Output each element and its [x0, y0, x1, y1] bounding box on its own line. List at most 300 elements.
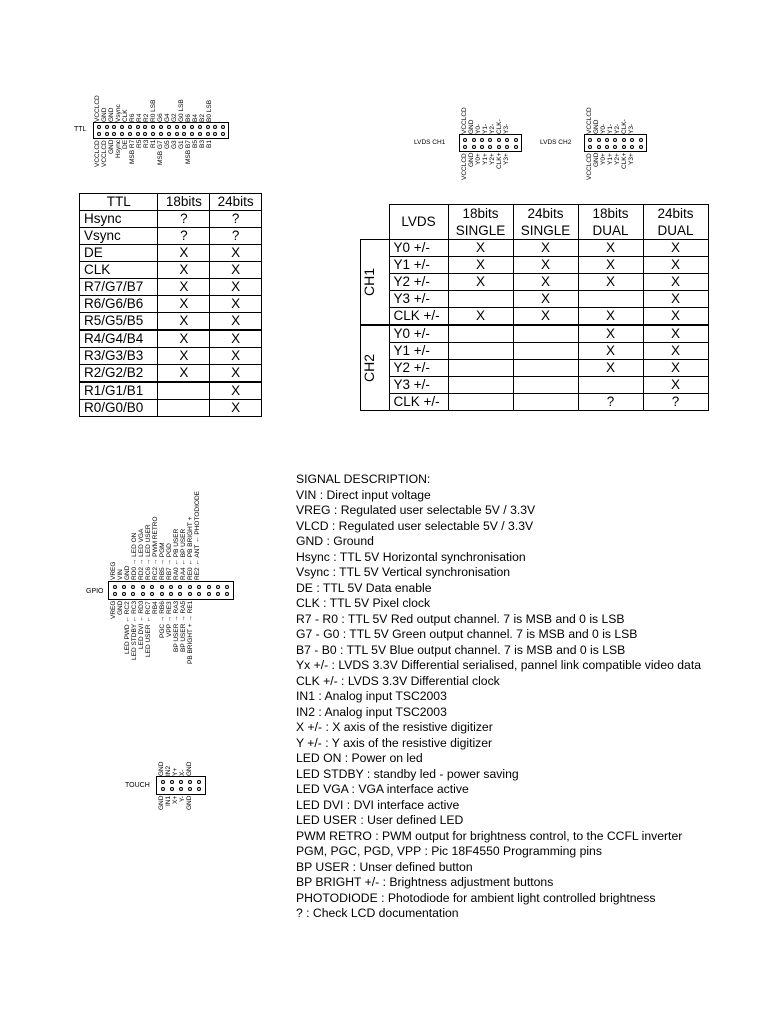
table-cell [448, 325, 513, 343]
table-cell: X [643, 240, 708, 257]
pin-label: RD0 → LED ON [131, 532, 138, 580]
pin-label: CLK [122, 109, 129, 122]
pin [122, 585, 126, 589]
pin-label: RE2 ← ANT ← PHOTODIODE [194, 491, 201, 580]
pin-label: VCCLCD [94, 140, 101, 167]
table-cell: Y0 +/- [389, 240, 448, 257]
table-cell [513, 377, 578, 394]
pin [622, 138, 626, 142]
table-cell: X [643, 377, 708, 394]
ttl-connector-label: TTL [74, 126, 87, 133]
table-cell [448, 343, 513, 360]
pin [120, 132, 124, 136]
table-cell: X [448, 240, 513, 257]
pin-label: MSB B7 [185, 140, 192, 164]
table-cell: R3/G3/B3 [80, 348, 158, 365]
pin [497, 145, 501, 149]
pin-label: R2 [143, 113, 150, 122]
table-cell: X [158, 262, 210, 279]
pin [143, 125, 147, 129]
gpio-connector-label: GPIO [86, 588, 104, 595]
pin [105, 125, 109, 129]
pin [170, 787, 174, 791]
table-cell: X [513, 257, 578, 274]
pin [514, 145, 518, 149]
pin [112, 132, 116, 136]
pin [188, 592, 192, 596]
pin [150, 592, 154, 596]
pin [141, 585, 145, 589]
pin-label: B5 [192, 140, 199, 148]
pin [207, 592, 211, 596]
pin-label: MSB R7 [129, 140, 136, 165]
header-line: SINGLE [455, 223, 506, 238]
pin-label: GND [108, 140, 115, 155]
pin [588, 138, 592, 142]
pin [188, 780, 192, 784]
pin [206, 125, 210, 129]
table-row [361, 308, 709, 326]
pin-label: GND [468, 119, 475, 134]
pin-label: DE [122, 140, 129, 150]
table-cell: X [158, 279, 210, 296]
table-header-row [361, 205, 709, 240]
table-cell: X [210, 365, 262, 383]
pin-label: RD2 → LED VGA [138, 528, 145, 580]
pin [514, 138, 518, 142]
pin [198, 132, 202, 136]
table-cell: X [643, 343, 708, 360]
pin-label: GND [158, 796, 165, 811]
table-cell: R4/G4/B4 [80, 330, 158, 348]
pin [197, 780, 201, 784]
pin-label: RB5 → PGM [159, 542, 166, 580]
lvds-ch2-connector-label: LVDS CH2 [540, 139, 572, 146]
ttl-top-pin-labels [94, 84, 213, 122]
table-header-row [80, 194, 262, 211]
table-cell: CLK +/- [389, 308, 448, 326]
table-row [361, 274, 709, 291]
pin [216, 585, 220, 589]
pin-label [194, 601, 201, 685]
pin [120, 125, 124, 129]
table-cell: ? [643, 394, 708, 411]
signal-description-line: Vsync : TTL 5V Vertical synchronisation [296, 565, 511, 579]
table-cell: X [210, 348, 262, 365]
header-line: 24bits [527, 206, 564, 221]
table-cell: X [578, 257, 643, 274]
pin-label: VCCLCD [461, 107, 468, 134]
table-cell: X [513, 308, 578, 326]
pin [151, 132, 155, 136]
table-cell: R1/G1/B1 [80, 382, 158, 400]
table-cell: X [158, 245, 210, 262]
pin [122, 592, 126, 596]
pin-label: GND [101, 107, 108, 122]
pin [463, 145, 467, 149]
channel-group-label: CH1 [361, 267, 377, 296]
table-cell: X [210, 262, 262, 279]
signal-description-line: X +/- : X axis of the resistive digitizer [296, 720, 493, 734]
signal-description-line: LED VGA : VGA interface active [296, 782, 469, 796]
pin [105, 132, 109, 136]
signal-description-line: Y +/- : Y axis of the resistive digitizer [296, 735, 493, 750]
pin-label: IN2 [165, 765, 172, 776]
pin-label: Vsync [115, 104, 122, 122]
touch-bottom-pin-labels [158, 796, 193, 822]
signal-description-line: LED STDBY : standby led - power saving [296, 766, 519, 781]
pin-label: R6 [129, 113, 136, 122]
pin-label: Y2- [614, 123, 621, 134]
pin-label: X- [179, 769, 186, 776]
table-row [361, 343, 709, 360]
signal-description-line: LED USER : User defined LED [296, 813, 464, 827]
pin [613, 138, 617, 142]
lvds-ch2-top-pin-labels [586, 98, 635, 134]
pin-label: R3 [143, 140, 150, 149]
pin-label: GND [186, 796, 193, 811]
signal-description-line: PHOTODIODE : Photodiode for ambient light controlled brightness [296, 890, 656, 905]
pin [179, 780, 183, 784]
table-cell: X [578, 274, 643, 291]
pin-label: GND [186, 761, 193, 776]
pin-label: GND [593, 119, 600, 134]
pin [605, 138, 609, 142]
table-cell: Y1 +/- [389, 257, 448, 274]
pin-label: Y2- [489, 123, 496, 134]
header-cell [513, 205, 578, 240]
table-cell [513, 360, 578, 377]
table-cell: ? [210, 228, 262, 245]
pin [112, 125, 116, 129]
lvds-ch2-bottom-pin-labels [586, 153, 635, 191]
header-line: DUAL [657, 223, 694, 238]
pin-label: R5 [136, 140, 143, 149]
signal-description-line: PWM RETRO : PWM output for brightness control, to the CCFL inverter [296, 828, 683, 843]
pin-label: R0 LSB [150, 99, 157, 122]
table-cell: X [578, 360, 643, 377]
signal-description-line: VLCD : Regulated user selectable 5V / 3.3V [296, 518, 534, 533]
pin [136, 125, 140, 129]
table-cell: Hsync [80, 211, 158, 228]
pin [480, 145, 484, 149]
touch-top-pin-labels [158, 752, 193, 776]
table-cell: R0/G0/B0 [80, 400, 158, 417]
signal-description-line: GND : Ground [296, 534, 374, 548]
header-cell: 18bits [158, 194, 210, 211]
pin-label: G1 [178, 140, 185, 149]
pin-label: VREG [110, 601, 117, 620]
pin [150, 585, 154, 589]
gpio-pin-header [108, 581, 234, 600]
signal-description-line: ? : Check LCD documentation [296, 906, 459, 920]
signal-description-line: VREG : Regulated user selectable 5V / 3.3V [296, 503, 536, 517]
pin-label: PB BRIGHT + → RE1 [187, 601, 194, 665]
touch-connector-label: TOUCH [125, 782, 150, 789]
ttl-bottom-pin-labels [94, 140, 213, 180]
table-row [80, 330, 262, 348]
table-cell: DE [80, 245, 158, 262]
table-row [80, 211, 262, 228]
pin [472, 145, 476, 149]
table-cell: X [158, 330, 210, 348]
pin [169, 592, 173, 596]
pin-label: PGC → RB6 [159, 601, 166, 638]
pin [143, 132, 147, 136]
table-row [80, 228, 262, 245]
header-cell [448, 205, 513, 240]
table-cell: X [578, 240, 643, 257]
signal-description-line: CLK +/- : LVDS 3.3V Differential clock [296, 673, 500, 688]
pin-label: R4 [136, 113, 143, 122]
pin-label: Y0+ [475, 153, 482, 165]
table-cell: X [643, 308, 708, 326]
table-row [80, 365, 262, 383]
ttl-pin-header [93, 122, 229, 139]
table-cell: X [643, 360, 708, 377]
pin [221, 132, 225, 136]
table-row [80, 313, 262, 331]
table-cell: X [578, 343, 643, 360]
table-row [361, 360, 709, 377]
pin-label: Y+ [172, 767, 179, 776]
pin-label: GND [108, 107, 115, 122]
pin [113, 592, 117, 596]
pin [167, 132, 171, 136]
pin-label: G3 [171, 140, 178, 149]
signal-description-line: IN2 : Analog input TSC2003 [296, 704, 447, 719]
pin-label: VCCLCD [461, 153, 468, 180]
table-cell: Y0 +/- [389, 325, 448, 343]
pin-label: RC6 → LED USER [145, 524, 152, 580]
pin-label: Y3- [628, 123, 635, 134]
pin [216, 592, 220, 596]
table-cell: X [448, 274, 513, 291]
pin [213, 125, 217, 129]
pin-label: VPP → RE3 [166, 601, 173, 637]
pin [190, 125, 194, 129]
gpio-bottom-pin-labels [110, 601, 201, 685]
pin [639, 138, 643, 142]
lvds-ch1-top-pin-labels [461, 98, 510, 134]
pin [622, 145, 626, 149]
pin [221, 125, 225, 129]
pin-label: GND [593, 153, 600, 168]
pin-label: LED DVI ← RD3 [138, 601, 145, 650]
pin [97, 132, 101, 136]
signal-description-line: LED ON : Power on led [296, 751, 423, 765]
pin [188, 585, 192, 589]
pin-label: BP USER → RA3 [173, 601, 180, 653]
blank-cell [361, 205, 390, 240]
pin-label: MSB G7 [157, 140, 164, 165]
signal-description-line: BP USER : Unser defined button [296, 859, 473, 874]
table-cell [448, 377, 513, 394]
table-cell: X [643, 291, 708, 308]
pin-label: GND [124, 565, 131, 580]
pin [207, 585, 211, 589]
pin [597, 145, 601, 149]
pin [159, 125, 163, 129]
pin-label: Y3+ [503, 153, 510, 165]
pin-label: B1 [206, 140, 213, 148]
pin [597, 138, 601, 142]
pin [160, 592, 164, 596]
table-cell: X [210, 330, 262, 348]
pin [630, 138, 634, 142]
header-line: 24bits [657, 206, 694, 221]
pin-label: B6 [185, 114, 192, 122]
pin-label: Y1+ [482, 153, 489, 165]
pin [497, 138, 501, 142]
table-cell: Vsync [80, 228, 158, 245]
pin-label: X+ [172, 796, 179, 805]
table-cell [158, 382, 210, 400]
pin-label: VCCLCD [101, 140, 108, 167]
pin-label: RA0 ← PB USER [173, 528, 180, 580]
pin-label: IN1 [165, 796, 172, 807]
pin-label: CLK- [496, 119, 503, 134]
signal-description-line: B7 - B0 : TTL 5V Blue output channel. 7 is MSB and 0 is LSB [296, 642, 626, 657]
table-cell: X [210, 245, 262, 262]
header-line: SINGLE [520, 223, 571, 238]
table-cell [578, 291, 643, 308]
pin [188, 787, 192, 791]
pin-label: CLK+ [496, 153, 503, 170]
table-cell: Y2 +/- [389, 360, 448, 377]
pin-label: G4 [164, 113, 171, 122]
pin-label: B0 LSB [206, 99, 213, 122]
touch-pin-header [156, 776, 206, 795]
pin-label: G0 LSB [178, 99, 185, 122]
table-row [361, 240, 709, 257]
pin [128, 132, 132, 136]
table-row [361, 377, 709, 394]
table-cell: X [210, 279, 262, 296]
lvds-table [360, 204, 709, 411]
pin [206, 132, 210, 136]
channel-group-label: CH2 [361, 353, 377, 382]
pin-label: GND [158, 761, 165, 776]
pin [505, 145, 509, 149]
pin-label: Y- [179, 796, 186, 802]
pin [225, 585, 229, 589]
signal-description-line: PGM, PGC, PGD, VPP : Pic 18F4550 Programming pins [296, 844, 602, 858]
header-line: 18bits [592, 206, 629, 221]
pin-label: Y3+ [628, 153, 635, 165]
table-row [80, 400, 262, 417]
pin [159, 132, 163, 136]
pin [472, 138, 476, 142]
pin [178, 585, 182, 589]
table-cell: Y1 +/- [389, 343, 448, 360]
table-cell: X [513, 291, 578, 308]
pin-label: GND [117, 601, 124, 616]
lvds-ch1-pin-header [459, 134, 522, 152]
pin [136, 132, 140, 136]
pin [630, 145, 634, 149]
table-cell: ? [158, 211, 210, 228]
signal-description-line: LED DVI : DVI interface active [296, 797, 460, 812]
pin [613, 145, 617, 149]
pin [190, 132, 194, 136]
table-cell: CLK [80, 262, 158, 279]
pin-label: RA4 ← BP USER [180, 528, 187, 580]
pin-label: RB4 [152, 601, 159, 614]
table-cell: X [513, 240, 578, 257]
pin-label: R1 [150, 140, 157, 149]
pin [488, 138, 492, 142]
table-cell: X [578, 308, 643, 326]
header-cell: 24bits [210, 194, 262, 211]
signal-description-line: BP BRIGHT +/- : Brightness adjustment buttons [296, 875, 554, 889]
header-cell: TTL [80, 194, 158, 211]
pin-label: RC2 → PWM RETRO [152, 516, 159, 580]
pin [131, 592, 135, 596]
pin [179, 787, 183, 791]
table-cell: R5/G5/B5 [80, 313, 158, 331]
pin-label: LED PWD ← RC2 [124, 601, 131, 654]
header-cell [578, 205, 643, 240]
pin [197, 585, 201, 589]
pin [463, 138, 467, 142]
pin-label: Y0- [475, 123, 482, 134]
table-cell: X [158, 365, 210, 383]
table-cell: X [643, 274, 708, 291]
pin-label: VREG [110, 561, 117, 580]
ttl-table [79, 193, 262, 417]
table-cell: X [210, 296, 262, 313]
pin [160, 585, 164, 589]
pin [113, 585, 117, 589]
table-row [361, 394, 709, 411]
signal-description [296, 472, 701, 922]
pin-label: VCCLCD [94, 95, 101, 122]
lvds-ch1-bottom-pin-labels [461, 153, 510, 191]
table-cell [578, 377, 643, 394]
pin [488, 145, 492, 149]
pin-label: Y1+ [607, 153, 614, 165]
table-cell [513, 394, 578, 411]
pin [480, 138, 484, 142]
table-cell: X [643, 257, 708, 274]
pin [197, 787, 201, 791]
table-cell [513, 343, 578, 360]
pin [167, 125, 171, 129]
pin-label: B3 [199, 140, 206, 148]
pin-label: Y1- [607, 123, 614, 134]
table-cell [448, 394, 513, 411]
pin-label: CLK+ [621, 153, 628, 170]
table-cell: X [158, 313, 210, 331]
pin [639, 145, 643, 149]
table-row [80, 296, 262, 313]
pin [198, 125, 202, 129]
table-cell: X [448, 308, 513, 326]
lvds-ch1-connector-label: LVDS CH1 [414, 139, 446, 146]
pin-label: Y0- [600, 123, 607, 134]
table-cell: X [210, 382, 262, 400]
signal-description-title: SIGNAL DESCRIPTION: [296, 472, 431, 486]
table-row [80, 279, 262, 296]
pin [151, 125, 155, 129]
pin [97, 125, 101, 129]
pin [175, 125, 179, 129]
pin-label: G5 [164, 140, 171, 149]
signal-description-line: DE : TTL 5V Data enable [296, 580, 432, 595]
table-cell: X [643, 325, 708, 343]
pin [169, 585, 173, 589]
